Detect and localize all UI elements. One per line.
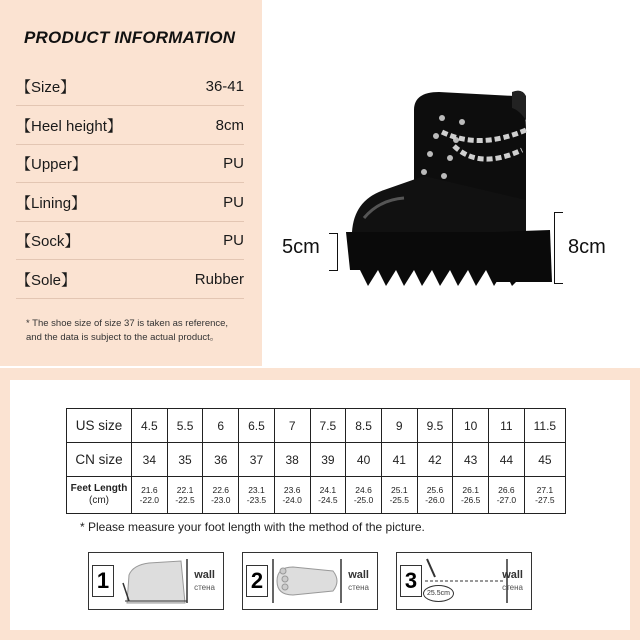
- info-row-lining: [16, 183, 244, 222]
- us-size-cell: 5.5: [167, 409, 203, 443]
- size-reference-note: [26, 317, 256, 345]
- feet-max: -24.0: [282, 495, 302, 505]
- info-value: Rubber: [194, 270, 244, 288]
- platform-bracket: [329, 233, 338, 271]
- info-label: 【Heel height】: [16, 117, 122, 135]
- foot-top-icon: [243, 553, 377, 609]
- info-label: 【Sock】: [16, 232, 80, 250]
- wall-label-ru: стена: [194, 583, 215, 592]
- product-info-panel: [0, 0, 262, 366]
- info-title: PRODUCT INFORMATION: [24, 28, 236, 47]
- heel-height-label: 8cm: [568, 236, 606, 258]
- info-value: 36-41: [205, 77, 244, 95]
- info-label: 【Lining】: [16, 194, 87, 212]
- step-number: 2: [246, 565, 268, 597]
- feet-max: -23.0: [211, 495, 231, 505]
- measure-step-3: [396, 552, 532, 610]
- info-row-sole: [16, 260, 244, 299]
- feet-min: 26.6: [498, 485, 515, 495]
- cn-size-cell: 44: [489, 443, 525, 477]
- feet-max: -22.5: [175, 495, 195, 505]
- feet-length-cell: [167, 477, 203, 514]
- feet-max: -25.0: [353, 495, 374, 505]
- feet-length-header-text: Feet Length: [70, 483, 128, 494]
- feet-length-cell: [274, 477, 310, 514]
- table-row-feet-length: [67, 477, 566, 514]
- cn-size-cell: 37: [239, 443, 275, 477]
- note-line: and the data is subject to the actual product。: [26, 332, 220, 343]
- measure-step-2: [242, 552, 378, 610]
- cn-size-cell: 45: [524, 443, 565, 477]
- us-size-cell: 6.5: [239, 409, 275, 443]
- feet-min: 25.6: [426, 485, 444, 495]
- us-size-cell: 8.5: [346, 409, 382, 443]
- us-size-cell: 10: [453, 409, 489, 443]
- feet-length-cell: [417, 477, 453, 514]
- cn-size-cell: 38: [274, 443, 310, 477]
- pen-mark-icon: [397, 553, 531, 609]
- platform-height-label: 5cm: [282, 236, 320, 258]
- foot-side-icon: [89, 553, 223, 609]
- cn-size-header: CN size: [67, 443, 132, 477]
- info-label: 【Size】: [16, 78, 76, 96]
- cn-size-cell: 40: [346, 443, 382, 477]
- measure-step-1: [88, 552, 224, 610]
- info-value: PU: [223, 193, 244, 211]
- info-row-heel-height: [16, 106, 244, 145]
- feet-max: -23.5: [246, 495, 267, 505]
- wall-label: wall: [348, 569, 369, 581]
- feet-min: 23.6: [283, 485, 301, 495]
- feet-length-cell: [524, 477, 565, 514]
- feet-max: -26.0: [425, 495, 445, 505]
- info-label: 【Sole】: [16, 271, 77, 289]
- feet-length-cell: [381, 477, 417, 514]
- feet-length-cell: [453, 477, 489, 514]
- heel-bracket: [554, 212, 563, 284]
- feet-min: 24.6: [355, 485, 372, 495]
- cn-size-cell: 39: [310, 443, 346, 477]
- us-size-cell: 4.5: [132, 409, 168, 443]
- note-line: * The shoe size of size 37 is taken as reference,: [26, 318, 229, 329]
- feet-length-cell: [489, 477, 525, 514]
- cn-size-cell: 42: [417, 443, 453, 477]
- feet-length-cell: [203, 477, 239, 514]
- info-row-size: [16, 67, 244, 106]
- us-size-cell: 11: [489, 409, 525, 443]
- step-number: 1: [92, 565, 114, 597]
- size-guide-panel: [10, 380, 630, 630]
- example-length-badge: 25.5cm: [423, 585, 454, 602]
- size-table: [66, 408, 566, 514]
- us-size-cell: 7.5: [310, 409, 346, 443]
- info-row-upper: [16, 144, 244, 183]
- feet-max: -27.5: [535, 495, 555, 505]
- us-size-cell: 11.5: [524, 409, 565, 443]
- feet-max: -26.5: [460, 495, 481, 505]
- boot-illustration: [264, 0, 640, 366]
- feet-length-cell: [132, 477, 168, 514]
- feet-max: -24.5: [318, 495, 338, 505]
- feet-max: -22.0: [139, 495, 160, 505]
- step-number: 3: [400, 565, 422, 597]
- feet-length-cell: [346, 477, 382, 514]
- us-size-cell: 6: [203, 409, 239, 443]
- us-size-cell: 9: [381, 409, 417, 443]
- feet-min: 25.1: [391, 485, 408, 495]
- feet-length-cell: [310, 477, 346, 514]
- feet-min: 23.1: [248, 485, 265, 495]
- product-image-panel: [264, 0, 640, 366]
- info-row-sock: [16, 221, 244, 260]
- table-row-cn: [67, 443, 566, 477]
- wall-label: wall: [502, 569, 523, 581]
- cn-size-cell: 34: [132, 443, 168, 477]
- feet-max: -25.5: [389, 495, 409, 505]
- cn-size-cell: 36: [203, 443, 239, 477]
- info-value: PU: [223, 154, 244, 172]
- wall-label-ru: стена: [502, 583, 523, 592]
- feet-length-cell: [239, 477, 275, 514]
- feet-min: 22.6: [212, 485, 230, 495]
- feet-min: 21.6: [141, 485, 158, 495]
- wall-label-ru: стена: [348, 583, 369, 592]
- wall-label: wall: [194, 569, 215, 581]
- us-size-header: US size: [67, 409, 132, 443]
- feet-length-header: [67, 477, 132, 514]
- feet-min: 27.1: [536, 485, 554, 495]
- measure-instruction: * Please measure your foot length with the method of the picture.: [80, 520, 425, 534]
- us-size-cell: 7: [274, 409, 310, 443]
- info-label: 【Upper】: [16, 155, 87, 173]
- feet-min: 26.1: [462, 485, 479, 495]
- info-value: 8cm: [215, 116, 244, 134]
- feet-min: 24.1: [319, 485, 337, 495]
- cn-size-cell: 41: [381, 443, 417, 477]
- cn-size-cell: 43: [453, 443, 489, 477]
- us-size-cell: 9.5: [417, 409, 453, 443]
- feet-min: 22.1: [176, 485, 194, 495]
- feet-max: -27.0: [496, 495, 517, 505]
- info-value: PU: [223, 231, 244, 249]
- cn-size-cell: 35: [167, 443, 203, 477]
- feet-length-unit: (cm): [89, 495, 109, 506]
- table-row-us: [67, 409, 566, 443]
